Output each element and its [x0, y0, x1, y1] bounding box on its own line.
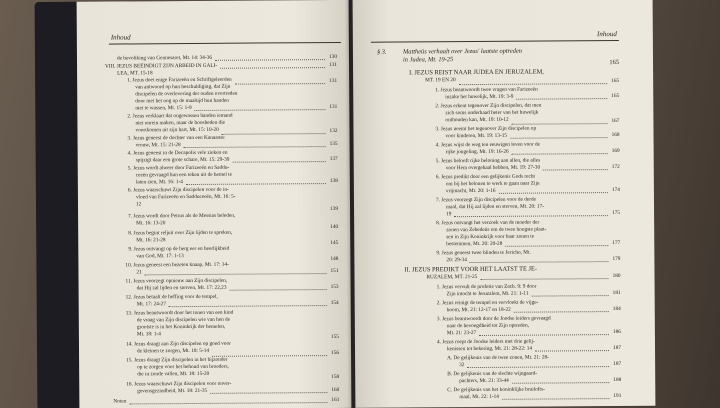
toc-entry-line: 14. Jezus draagt aan Zijn discipelen op goed voor [125, 340, 231, 348]
toc-entry-line: vrijmacht, Mt. 20: 1-16 [445, 187, 496, 195]
toc-page-number: 138 [329, 177, 338, 185]
toc-entry-line: C. De gelijkenis van het koninklijke bruilofts- [447, 386, 545, 394]
left-head-rule [109, 42, 341, 45]
toc-entry-line: II. JEZUS PREDIKT VOOR HET LAATST TE JE- [404, 265, 538, 274]
toc-entry-line: pachters, Mt. 21: 33-44 [459, 377, 509, 385]
toc-page-number: 153 [330, 283, 339, 291]
toc-entry-line: I. JEZUS REIST NAAR JUDEA EN JERUZALEM, [409, 68, 544, 77]
open-book [35, 0, 634, 408]
dot-leader [129, 402, 327, 404]
toc-entry-line: laten zien, Mt. 16: 1-4 [135, 179, 183, 186]
toc-page-number: 174 [611, 187, 620, 194]
toc-entry-line: maal, dat Hij zal lijden en sterven, Mt. 20: 17- [446, 203, 545, 211]
toc-entry-line: 16. Jezus waarschuwt Zijn discipelen voor onver- [126, 380, 232, 388]
toc-entry-line: 19 [446, 211, 452, 218]
dot-leader [186, 183, 326, 185]
toc-entry-line: Mt. 17: 24-27 [136, 301, 166, 308]
dot-leader [222, 133, 326, 135]
toc-entry-line: 6. Jezus waarschuwt Zijn discipelen voor de in- [127, 186, 229, 194]
toc-page-number: 137 [329, 155, 338, 163]
toc-entry-line: RUZALEM, MT. 21-25 [426, 274, 478, 281]
toc-entry-line: 32 [459, 362, 465, 369]
toc-entry-line: rijke jongeling, Mt. 19: 16-26 [445, 148, 509, 156]
toc-page-number: 156 [331, 349, 340, 357]
toc-entry-line: die in zonde vallen, Mt. 18: 15-20 [137, 370, 210, 378]
toc-entry-line: 1. Jezus vervult de profetie van Zach. 9: 9 door [436, 283, 537, 291]
toc-entry-line: 2. Jezus erkent tegenover Zijn discipelen, dat men [435, 102, 542, 110]
toc-page-number: 131 [329, 103, 338, 111]
toc-page-number: 191 [613, 392, 622, 400]
toc-entry-line: van antwoord op hun beschuldiging, dat Zijn [135, 83, 231, 91]
toc-page-number: 160 [331, 386, 340, 394]
toc-entry-line: 8. Jezus ontvangt het verzoek van de moeder der [436, 219, 540, 227]
toc-entry-line: 5. Jezus wordt alweer door Farizeeën en Saddu- [127, 164, 230, 172]
toc-page-number: 175 [612, 210, 621, 217]
toc-page-number: 168 [611, 132, 620, 139]
toc-page-number: 155 [330, 333, 339, 341]
toc-entry-line: MT. 19 EN 20 [425, 77, 456, 84]
toc-page-number: 154 [330, 299, 339, 307]
toc-page-number: 172 [611, 164, 620, 171]
toc-entry-line: 3. Jezus beantwoordt door de Joodse leiders gevraagd [436, 315, 551, 323]
dot-leader [230, 289, 327, 291]
dot-leader [215, 59, 325, 61]
dot-leader [499, 192, 608, 194]
toc-entry-line: Mt. 16: 21-28 [136, 237, 166, 244]
toc-entry-line: LEA, MT. 15-18 [117, 70, 153, 77]
toc-page-number: 167 [611, 118, 620, 125]
toc-page-number: 187 [613, 344, 622, 352]
toc-entry-line: 9. Jezus geneest twee blinden te Jericho, Mt. [436, 249, 531, 257]
toc-entry-line: 7. Jezus wordt door Petrus als de Messias beleden, [128, 212, 236, 220]
toc-entry-line: naar de bevoegdheid tot Zijn optreden, [446, 322, 529, 330]
dot-leader [505, 245, 608, 247]
toc-page-number: 140 [330, 223, 339, 231]
toc-entry-line: 3. Jezus geneest de dochter van een Kanaanse [127, 134, 225, 142]
toc-entry-line: door met het oog op de maaltijd hun handen [135, 97, 229, 105]
dot-leader [210, 392, 327, 394]
toc-page-number: 161 [331, 396, 340, 404]
toc-entry-line: 7. Jezus voorzegt Zijn discipelen voor de derde [435, 196, 537, 204]
toc-entry-line: de kleinen te zorgen, Mt. 18: 5-14 [137, 347, 210, 355]
toc-entry-line: 10. Jezus geneest een bezeten knaap, Mt. 17: 14- [125, 261, 229, 269]
toc-page-number: 181 [612, 290, 621, 297]
toc-page-number: 177 [612, 240, 621, 247]
toc-entry-line: discipelen de overlevering der ouden overtreden [135, 90, 238, 98]
dot-leader [220, 67, 325, 69]
dot-leader [144, 273, 326, 275]
dot-leader [469, 261, 608, 263]
toc-page-number: 186 [612, 329, 621, 336]
left-page [77, 0, 352, 408]
toc-entry-line: vloed van Farizeeën en Sadduceeën, Mt. 16: 5- [135, 193, 236, 201]
dot-leader [467, 366, 609, 368]
dot-leader [212, 355, 327, 357]
toc-entry-line: Mt. 18: 1-4 [136, 331, 161, 338]
dot-leader [235, 83, 325, 85]
toc-entry-line: voortkomen uit zijn hart, Mt. 15: 10-20 [135, 126, 219, 134]
toc-entry-line: A. De gelijkenis van de twee zonen, Mt. 21: 28- [447, 354, 549, 362]
dot-leader [454, 215, 608, 217]
toc-page-number: 184 [612, 306, 621, 313]
toc-entry-line: kenissen tot bekering, Mt. 21: 28-22: 14 [446, 345, 533, 353]
toc-entry-line: 8. Jezus begint reljuit over Zijn lijden te spreken, [128, 229, 233, 237]
toc-entry-line: 4. Jezus roept de Joodse leiders met drie gelij- [436, 338, 535, 346]
toc-page-number: 131 [329, 61, 338, 69]
toc-entry-line: sen in Zijn Koninkrijk voor haar zonen te [446, 233, 535, 241]
dot-leader [512, 382, 609, 384]
toc-entry-line: op te zorgen voor het behoud van broeders, [137, 363, 229, 371]
toc-entry-line: 15. Jezus draagt Zijn discipelen in het bijzonder [126, 356, 228, 364]
toc-page-number: 187 [613, 360, 622, 368]
toc-entry-line: 13. Jezus beantwoordt door het tonen van een kind [125, 309, 234, 317]
toc-entry-line: onthouden kan, Mt. 19: 10-12 [445, 116, 509, 124]
toc-entry-line: niet te wassen, Mt. 15: 1-9 [135, 104, 192, 112]
dot-leader [516, 98, 607, 100]
toc-entry-line: maal, Mt. 22: 1-14 [459, 393, 499, 401]
dot-leader [169, 305, 327, 307]
toc-page-number: 132 [329, 127, 338, 135]
toc-entry-line: Mattheüs verhaalt over Jezus' laatste optreden [402, 47, 523, 56]
left-running-head: Inhoud [110, 33, 131, 42]
toc-entry-line: 20: 29-34 [446, 257, 467, 264]
toc-entry-line: Zijn intocht te Jeruzalem, Mt. 21: 1-11 [446, 290, 529, 298]
toc-page-number: 180 [612, 273, 621, 280]
toc-entry-line: dat Hij zal lijden en sterven, Mt. 17: 22,23 [136, 284, 227, 292]
toc-entry-line: 12 [135, 201, 142, 208]
toc-entry-line: van God, Mt. 17: 1-13 [136, 253, 184, 260]
toc-entry-line: VIII. JEZUS BEËINDIGT ZIJN ARBEID IN GALI- [105, 62, 218, 70]
dot-leader [514, 311, 609, 313]
toc-entry-line: voor kinderen, Mt. 19: 13-15 [445, 132, 508, 140]
dot-leader [459, 83, 607, 85]
dot-leader [502, 398, 609, 400]
toc-entry-line: inzake het huwelijk, Mt. 19: 3-9 [445, 93, 514, 101]
toc-entry-line: grootste is in het Koninkrijk der hemelen, [136, 323, 226, 331]
toc-entry-line: 9. Jezus ontvangt op de berg eer en heerlijkheid [128, 245, 230, 253]
right-page [353, 0, 656, 408]
toc-entry-line: 1. Jezus doet enige Farizeeën en Schriftgeleerden [127, 76, 232, 84]
dot-leader [511, 123, 607, 125]
toc-page-number: 188 [613, 376, 622, 384]
toc-entry-line: spijzigt daar een grote schare, Mt. 15: 29-39 [135, 156, 230, 164]
toc-page-number: 130 [328, 53, 337, 61]
toc-entry-line: vrouw, Mt. 15: 21-28 [135, 142, 181, 149]
toc-entry-line: bestemmen, Mt. 20: 20-28 [446, 240, 503, 248]
toc-entry-line: Mt. 21: 23-27 [446, 330, 477, 337]
dot-leader [479, 334, 609, 336]
toc-entry-line: de vraag van Zijn discipelen wie van hen de [136, 316, 231, 324]
dot-leader [194, 109, 325, 111]
toc-page-number: 135 [329, 140, 338, 148]
toc-page-number: 158 [331, 373, 340, 381]
toc-page-number: 165 [609, 59, 620, 67]
toc-page-number: 131 [329, 77, 338, 85]
toc-entry-line: 4. Jezus geneest in de Decapolis vele zieken en [127, 149, 228, 157]
toc-entry-line: 1. Jezus beantwoordt twee vragen van Farizeeën [435, 86, 538, 94]
toc-entry-line: in Judea, Mt. 19-25 [402, 56, 454, 64]
toc-entry-line: B. De gelijkenis van de slechte wijngaard- [447, 370, 538, 378]
toc-entry-line: Mt. 16: 13-20 [136, 220, 166, 227]
toc-entry-line: 6. Jezus predikt door een gelijkenis Gods recht [435, 173, 535, 181]
toc-page-number: 151 [330, 267, 339, 275]
toc-entry-line: om bij het belonen te werk te gaan naar Zijn [445, 180, 540, 188]
toc-entry-line: zich soms onderhaad heter van het huwelijk [445, 109, 539, 117]
toc-page-number: 139 [330, 205, 339, 213]
right-running-head: Inhoud [596, 30, 617, 39]
dot-leader [233, 161, 326, 163]
dot-leader [512, 153, 608, 155]
toc-entry-line: 2. Jezus verklaart dat ongewassen handen iemand [127, 112, 233, 120]
toc-entry-line: 12. Jezus betaalt de heffing voor de tempel, [125, 293, 218, 301]
toc-page-number: 169 [611, 148, 620, 155]
toc-entry-line: ceeën gevraagd hun een teken uit de hemel te [135, 171, 233, 179]
toc-entry-line: 21 [136, 269, 142, 276]
toc-entry-line: zonen van Zebedeüs om de twee hoogste plaat- [446, 226, 547, 234]
toc-page-number: 165 [611, 93, 620, 100]
toc-entry-line: 4. Jezus wijst de weg ten eeuwigen leven voor de [435, 141, 541, 149]
toc-entry-line: niet onrein maken, maar de boosheden die [135, 119, 226, 127]
toc-page-number: 165 [611, 78, 620, 85]
toc-page-number: 179 [612, 256, 621, 263]
toc-entry-line: de bevoliking van Gennesaret, Mt. 14: 34-36 [116, 54, 213, 62]
right-head-rule [371, 40, 619, 43]
toc-entry-line: Noten [113, 398, 127, 405]
dot-leader [481, 278, 609, 280]
toc-page-number: 148 [330, 255, 339, 263]
toc-entry-line: § 3. [376, 48, 387, 56]
toc-entry-line: 11. Jezus voorzegt opnieuw aan Zijn discipelen, [125, 277, 228, 285]
toc-entry-line: voor Hem overgehaal hebben, Mt. 19: 27-30 [445, 164, 541, 172]
toc-entry-line: 5. Jezus belooft rijke beloning aan allen, die alles [435, 157, 541, 165]
toc-entry-line: gevensgezindheid, Mt. 18: 21-35 [137, 387, 208, 395]
toc-entry-line: 3. Jezus neemt het tegenover Zijn discipelen op [435, 125, 537, 133]
toc-entry-line: 2. Jezus reinigt de tempel en vervloekt de vijge- [436, 299, 539, 307]
dot-leader [511, 137, 608, 139]
toc-entry-line: boom, Mt. 21: 12-17 en 18-22 [446, 306, 511, 314]
toc-page-number: 145 [330, 239, 339, 247]
dot-leader [184, 146, 326, 148]
